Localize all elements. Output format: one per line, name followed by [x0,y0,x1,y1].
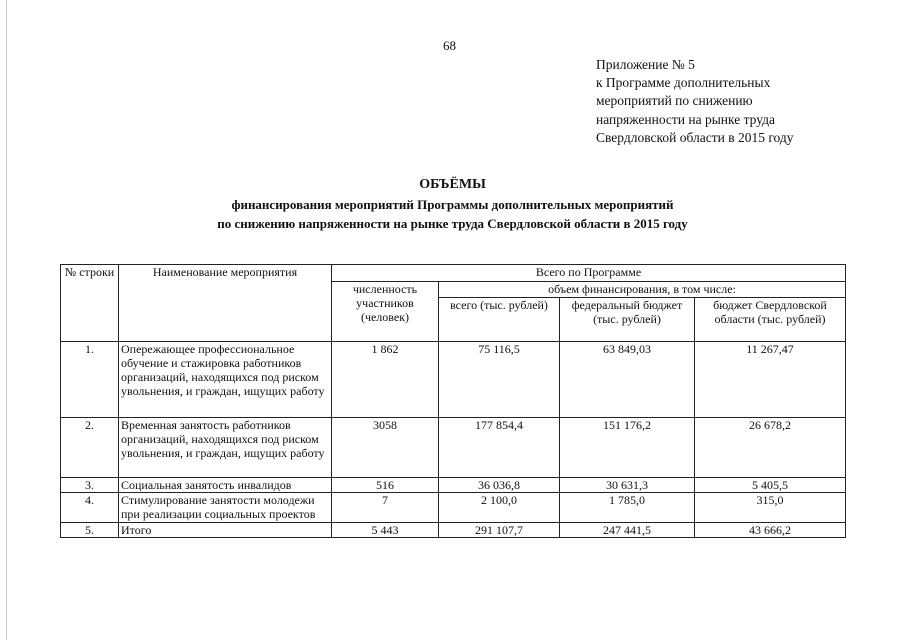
table-row [61,342,846,418]
header-participants: численность участников (человек) [332,282,439,342]
document-subtitle-line-2: по снижению напряженности на рынке труда Свердловской области в 2015 году [217,216,688,231]
participants-cell: 516 [332,478,439,493]
header-name: Наименование мероприятия [119,265,332,342]
header-row-no: № строки [61,265,119,342]
row-number: 1. [61,342,119,418]
header-funding: объем финансирования, в том числе: [439,282,846,298]
total-cell: 36 036,8 [439,478,560,493]
appendix-line: мероприятий по снижению [596,93,753,109]
table-row [61,418,846,478]
regional-cell: 11 267,47 [695,342,846,418]
appendix-line: к Программе дополнительных [596,75,771,91]
appendix-line: Приложение № 5 [596,57,695,72]
row-number: 5. [61,523,119,538]
total-cell: 2 100,0 [439,493,560,523]
participants-cell: 7 [332,493,439,523]
participants-cell: 3058 [332,418,439,478]
federal-cell: 1 785,0 [560,493,695,523]
appendix-line: Свердловской области в 2015 году [596,129,794,145]
document-title: ОБЪЁМЫ [419,177,486,192]
regional-cell: 43 666,2 [695,523,846,538]
participants-cell: 5 443 [332,523,439,538]
activity-name: Опережающее профессиональное обучение и стажировка работников организаций, находящихся под риском увольнения, и граждан, ищущих работу [119,342,332,418]
header-row [61,265,846,282]
federal-cell: 30 631,3 [560,478,695,493]
activity-name: Стимулирование занятости молодежи при реализации социальных проектов [119,493,332,523]
header-federal: федеральный бюджет (тыс. рублей) [560,298,695,342]
financing-table [60,264,846,538]
regional-cell: 5 405,5 [695,478,846,493]
table-row-total [61,523,846,538]
table-row [61,493,846,523]
row-number: 3. [61,478,119,493]
participants-cell: 1 862 [332,342,439,418]
appendix-note [596,56,794,147]
page-edge-line [6,0,7,640]
appendix-line: напряженности на рынке труда [596,111,776,127]
total-cell: 177 854,4 [439,418,560,478]
document-subtitle-line-1: финансирования мероприятий Программы дополнительных мероприятий [231,197,674,212]
page-number: 68 [443,38,456,53]
row-number: 2. [61,418,119,478]
header-total-program: Всего по Программе [332,265,846,282]
federal-cell: 151 176,2 [560,418,695,478]
total-cell: 75 116,5 [439,342,560,418]
header-total: всего (тыс. рублей) [439,298,560,342]
row-number: 4. [61,493,119,523]
federal-cell: 247 441,5 [560,523,695,538]
activity-name: Временная занятость работников организаций, находящихся под риском увольнения, и граждан, ищущих работу [119,418,332,478]
total-cell: 291 107,7 [439,523,560,538]
federal-cell: 63 849,03 [560,342,695,418]
regional-cell: 315,0 [695,493,846,523]
activity-name: Социальная занятость инвалидов [119,478,332,493]
table-row [61,478,846,493]
regional-cell: 26 678,2 [695,418,846,478]
activity-name: Итого [119,523,332,538]
header-regional: бюджет Свердловской области (тыс. рублей) [695,298,846,342]
